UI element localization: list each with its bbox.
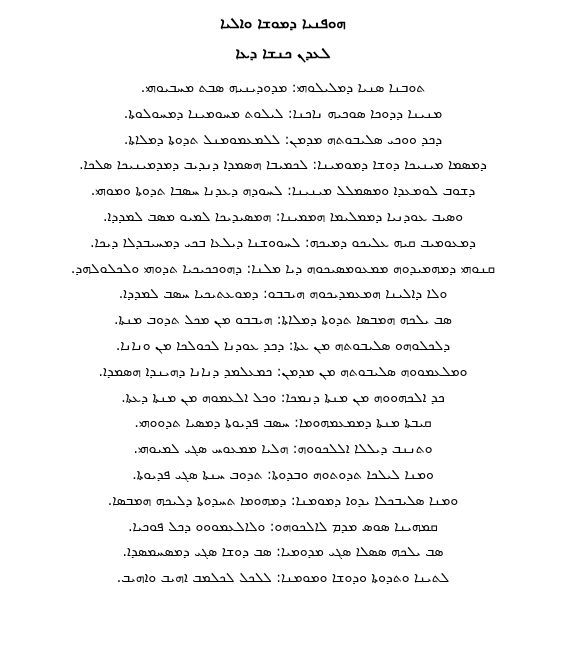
- verse-line: ܩܝܒܬܐ ܡܢܬܐ ܕܡܡܥܡܗܘܡܐ: ܚܣܒ ܦܕܝܘܬܐ ܕܡܣܝܐ ܬܕܘܘܗܝ.: [134, 415, 432, 432]
- verse-line: ܟܕ ܐܠܟܗܘܘܗ ܡܢ ܡܢܬܐ ܕܢܡܟܐ: ܘܟܠ ܐܠܥܡܘܗ ܡܢ ܡܢܬܐ ܕܥܬܐ.: [121, 389, 445, 406]
- verse-line: ܘܡܢܐ ܣܠܝܒܟܠܐ ܝܕܘܐ ܕܡܘܡܢܐ: ܕܡܗܘܡܐ ܬܚܕܘܬܐ ܕܠܝܟܗ ܗܡܒܣܐ.: [107, 492, 459, 509]
- verse-line: ܩܢܘܗܝ ܕܡܗܡܝܕܘܗ ܡܡܥܘܡܣܝܟܘܗ ܕܝܐ ܡܠܢܐ: ܕܗܘܟܟܝܟܝܐ ܬܕܘܗܝ ܘܠܟܠܘܠܗܕ.: [70, 260, 496, 277]
- title-block: [0, 12, 566, 64]
- verse-line: ܕܡܣܡܐ ܡܝܢܝܟܐ ܕܘܫܐ ܕܡܘܡܝܢܐ: ܠܟܡܝܒܐ ܗܣܡܕܐ ܕܢܕܝܒ ܕܡܕܡܝܢܝܟܐ ܣܠܟܐ.: [79, 157, 487, 174]
- verse-line: ܘܠܐ ܕܐܠܝܢܐ ܗܡܥܡܕܝܟܘܗ ܗܝܒܒܘ: ܕܡܘܥܬܝܟܝܐ ܚܣܒ ܠܡܕܕܐ.: [118, 286, 448, 303]
- verse-line: ܘܡܢܐ ܠܝܠܟܐ ܬܕܘܬܘܗ ܘܒܕܘܬܐ: ܬܕܘܒ ܚܢܬܐ ܣܓܝ ܦܕܝܘܬܐ.: [132, 466, 434, 483]
- verse-line: ܘܣܝܒ ܥܘܕܢܝܐ ܕܡܡܠܝܡܐ ܗܡܡܝܢܐ: ܗܡܣܝܕܝܟܐ ܠܡܝܘ ܡܣܒ ܠܡܕܕܐ.: [102, 208, 464, 225]
- verse-line: ܕܡܥܘܡܝܒ ܩܝܗ ܥܠܝܟܘ ܕܡܝܟܗ: ܠܚܘܘܫܢܐ ܕܝܠܥܐ ܒܟܝ ܕܡܚܝܒܕܠܐ ܕܝܟܐ.: [90, 234, 476, 251]
- verse-line: ܘܬܢܢܒ ܕܝܠܠܐ ܐܠܠܟܘܘܗ: ܗܠܝܐ ܡܡܥܘܚ ܣܓܝ ܠܡܝܘܗܝ.: [133, 441, 433, 458]
- verse-line: ܣܒ ܝܠܟܗ ܣܣܠܐ ܣܓܝ ܡܕܘܡܝܐ: ܣܒ ܕܘܫܐ ܣܓܝ ܕܡܣܚܡܣܕܐ.: [122, 544, 444, 561]
- verse-line: ܩܡܗܝܢܐ ܣܘܣ ܡܕܡ ܠܐܠܟܘܗܘ: ܘܠܐܠܥܡܘܘܘ ܕܟܠ ܦܘܟܝܐ.: [128, 518, 438, 535]
- verse-line: ܬܘܒܢܐ ܣܢܝܐ ܕܡܠܝܠܘܗܝ: ܡܕܘܕܝܢܝܗ ܣܒܬ ܡܚܒܝܘܗܝ.: [140, 80, 426, 96]
- verse-line: ܕܫܘܒ ܠܘܡܥܕܐ ܘܡܣܡܠܠ ܡܝܢܝܢܐ: ܠܚܘܕܗ ܕܥܕܢܐ ܚܣܒܐ ܬܕܘܬܐ ܘܡܘܗܝ.: [90, 183, 476, 200]
- verse-list: [0, 76, 566, 592]
- verse-line: ܕܟܕ ܘܘܟܝ ܣܠܝܒܘܬܗ ܡܕܡܢ: ܠܠܡܥܡܘܡܢܠ ܬܕܘܬܐ ܕܡܠܐܬܐ.: [123, 131, 443, 148]
- verse-line: ܕܠܟܠܘܗܘ ܣܠܝܒܘܬܗ ܡܢ ܥܬܐ: ܕܟܕ ܥܘܕܢܐ ܠܟܘܠܟܐ ܡܢ ܘܢܐܢܐ.: [115, 337, 451, 354]
- verse-line: ܣܒ ܝܠܟܗ ܗܡܒܣܐ ܬܕܘܬܐ ܕܡܠܐܬܐ: ܗܝܒܒܘ ܡܢ ܡܟܠ ܬܕܘܒ ܡܢܬܐ.: [113, 312, 453, 329]
- verse-line: ܡܢܝܢܐ ܕܕܘܟܐ ܣܘܟܝܗ ܢܐܟܢܐ: ܠܝܠܘܬ ܡܚܘܡܝܢܐ ܕܡܚܘܠܘܬܐ.: [123, 105, 443, 122]
- verse-line: ܘܡܠܥܡܘܘܗ ܣܠܝܒܘܬܗ ܡܢ ܡܕܡܢ: ܟܡܥܠܡܕ ܕܢܐܢܐ ܕܗܝܢܕܐ ܗܣܡܕܐ.: [98, 363, 468, 380]
- verse-line: ܠܬܝܢܐ ܘܬܕܘܬܐ ܘܕܘܫܐ ܘܡܘܡܢܐ: ܠܠܟܠ ܠܟܠܡܒ ܐܗܝܒ ܘܐܗܝܒ.: [116, 570, 450, 587]
- page-subtitle: ܠܥܕܢ ܟܢܫܐ ܕܥܐ: [235, 44, 331, 62]
- page-title: ܗܘܦܢܝܐ ܕܡܘܫܐ ܘܐܠܝܐ: [220, 14, 346, 32]
